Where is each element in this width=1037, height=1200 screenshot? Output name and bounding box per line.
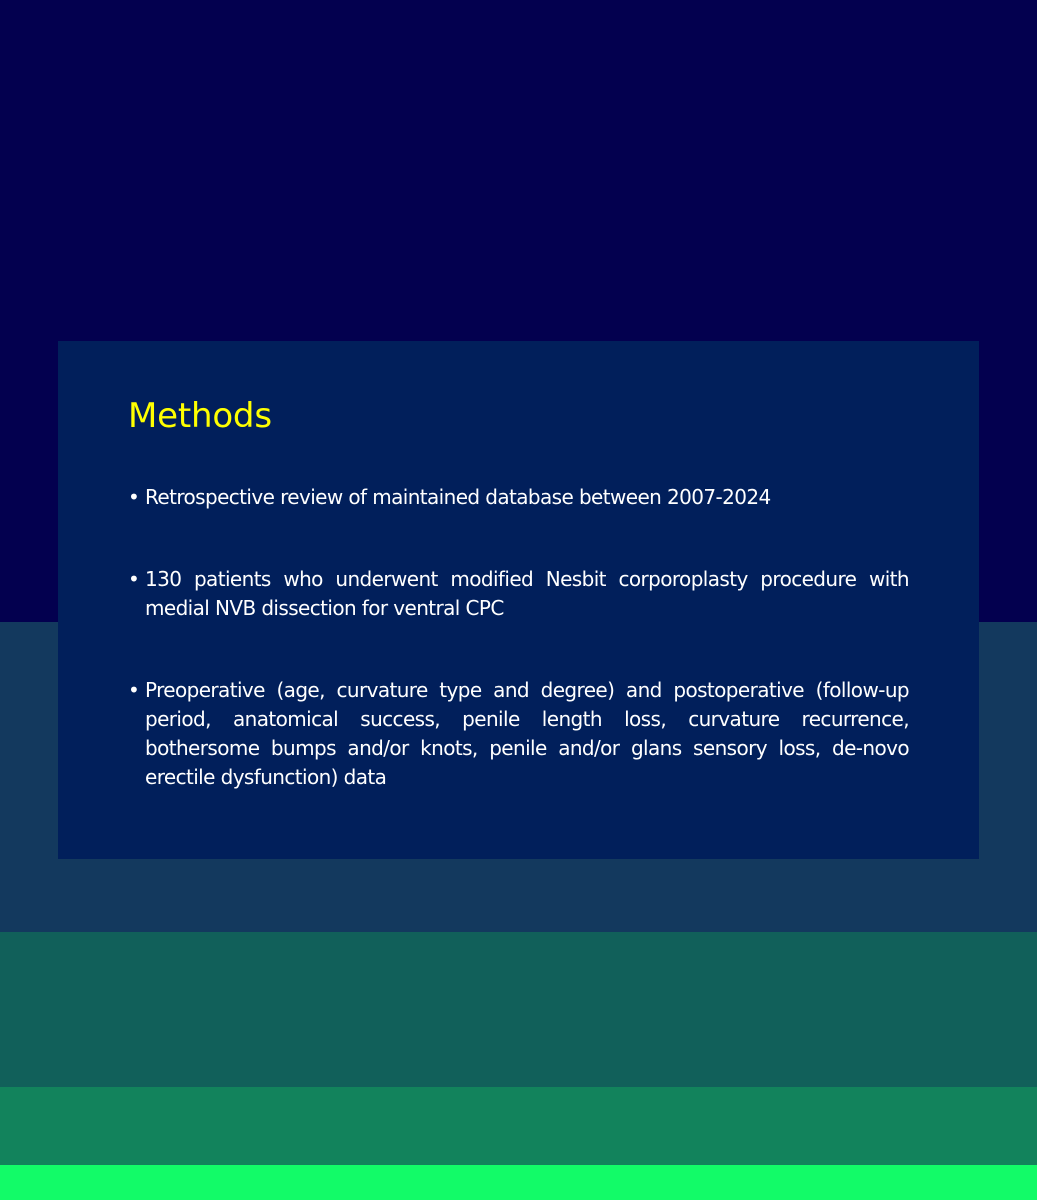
bullet-item <box>128 676 909 792</box>
bullet-list <box>128 483 909 792</box>
bullet-item <box>128 565 909 623</box>
bullet-text: Preoperative (age, curvature type and degree) and postoperative (follow-up period, anatomical success, penile length loss, curvature recurrence, bothersome bumps and/or knots, penile and/or glans sensory loss, de-novo erectile dysfunction) data <box>145 678 909 789</box>
slide-title: Methods <box>128 396 272 436</box>
bullet-item <box>128 483 909 512</box>
bullet-icon: • <box>128 485 140 509</box>
background-band-4 <box>0 1087 1037 1165</box>
bullet-text: 130 patients who underwent modified Nesbit corporoplasty procedure with medial NVB dissection for ventral CPC <box>145 567 909 620</box>
bullet-text: Retrospective review of maintained database between 2007-2024 <box>145 485 771 509</box>
background-band-bottom <box>0 1165 1037 1200</box>
bullet-icon: • <box>128 678 140 702</box>
background-band-3 <box>0 932 1037 1087</box>
bullet-icon: • <box>128 567 140 591</box>
content-panel <box>58 341 979 859</box>
